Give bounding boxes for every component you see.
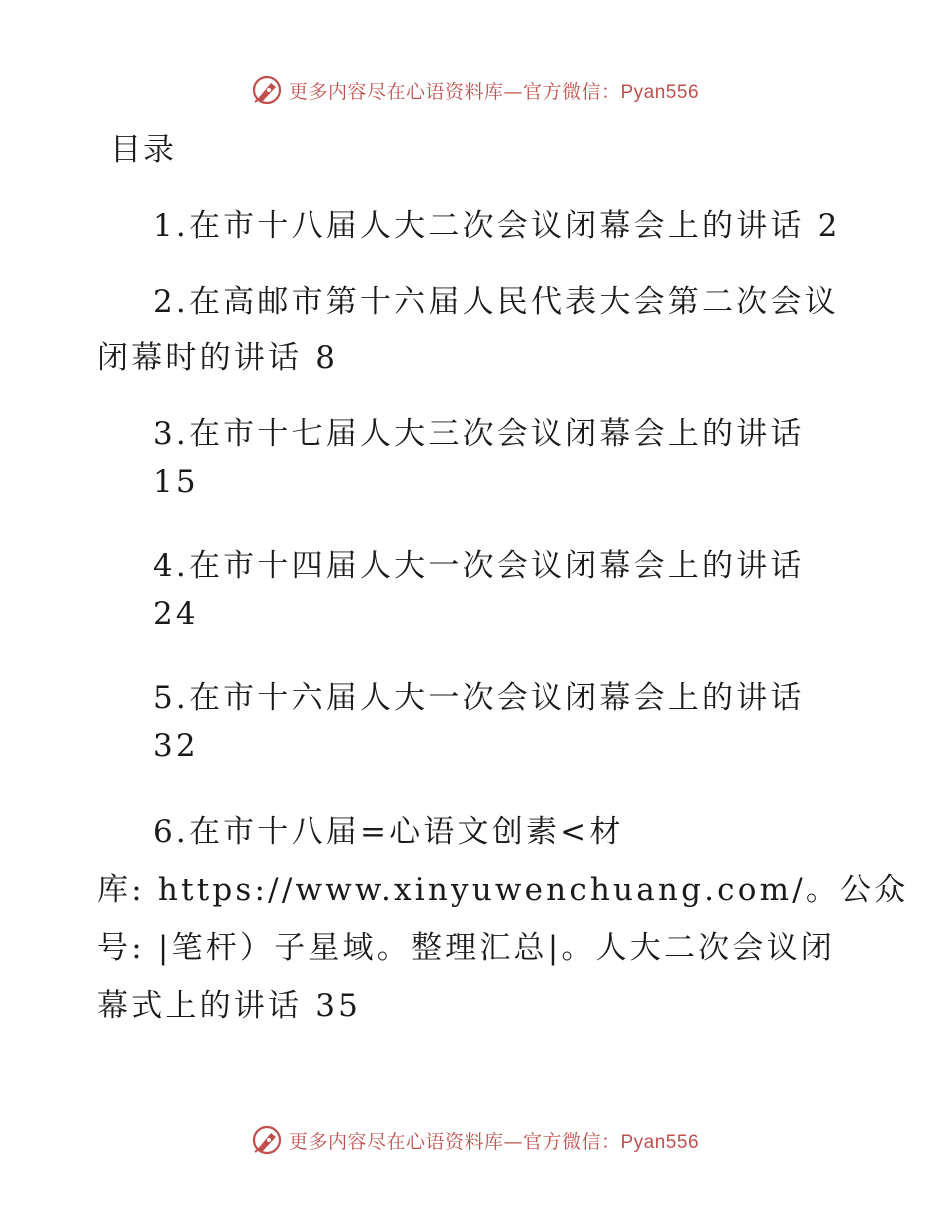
- toc-entry-3-line-1: 3.在市十七届人大三次会议闭幕会上的讲话: [153, 416, 805, 452]
- toc-entry-6-line-4: 幕式上的讲话 35: [97, 988, 362, 1024]
- toc-entry-1-line-1: 1.在市十八届人大二次会议闭幕会上的讲话 2: [153, 208, 841, 244]
- header-banner: [0, 70, 950, 110]
- banner-text: 更多内容尽在心语资料库—官方微信：: [288, 1130, 621, 1153]
- banner-text: 更多内容尽在心语资料库—官方微信：: [288, 80, 621, 103]
- footer-banner: [0, 1120, 950, 1160]
- toc-entry-6-line-2: 库: https://www.xinyuwenchuang.com/。公众: [97, 872, 909, 908]
- toc-entry-2-line-1: 2.在高邮市第十六届人民代表大会第二次会议: [153, 284, 839, 320]
- banner-handle: Pyan556: [620, 1131, 700, 1153]
- toc-entry-6-line-1: 6.在市十八届=心语文创素<材: [153, 814, 624, 850]
- toc-entry-5-line-1: 5.在市十六届人大一次会议闭幕会上的讲话: [153, 680, 805, 716]
- toc-entry-6-line-3: 号: |笔杆）子星域。整理汇总|。人大二次会议闭: [97, 930, 835, 966]
- toc-entry-4-page: 24: [153, 596, 199, 632]
- pen-nib-logo-icon: [251, 74, 283, 106]
- toc-entry-3-page: 15: [153, 464, 199, 500]
- toc-title: 目录: [110, 132, 176, 168]
- banner-handle: Pyan556: [620, 81, 700, 103]
- toc-entry-5-page: 32: [153, 728, 199, 764]
- pen-nib-logo-icon: [251, 1124, 283, 1156]
- toc-entry-4-line-1: 4.在市十四届人大一次会议闭幕会上的讲话: [153, 548, 805, 584]
- toc-entry-2-line-2: 闭幕时的讲话 8: [97, 340, 339, 376]
